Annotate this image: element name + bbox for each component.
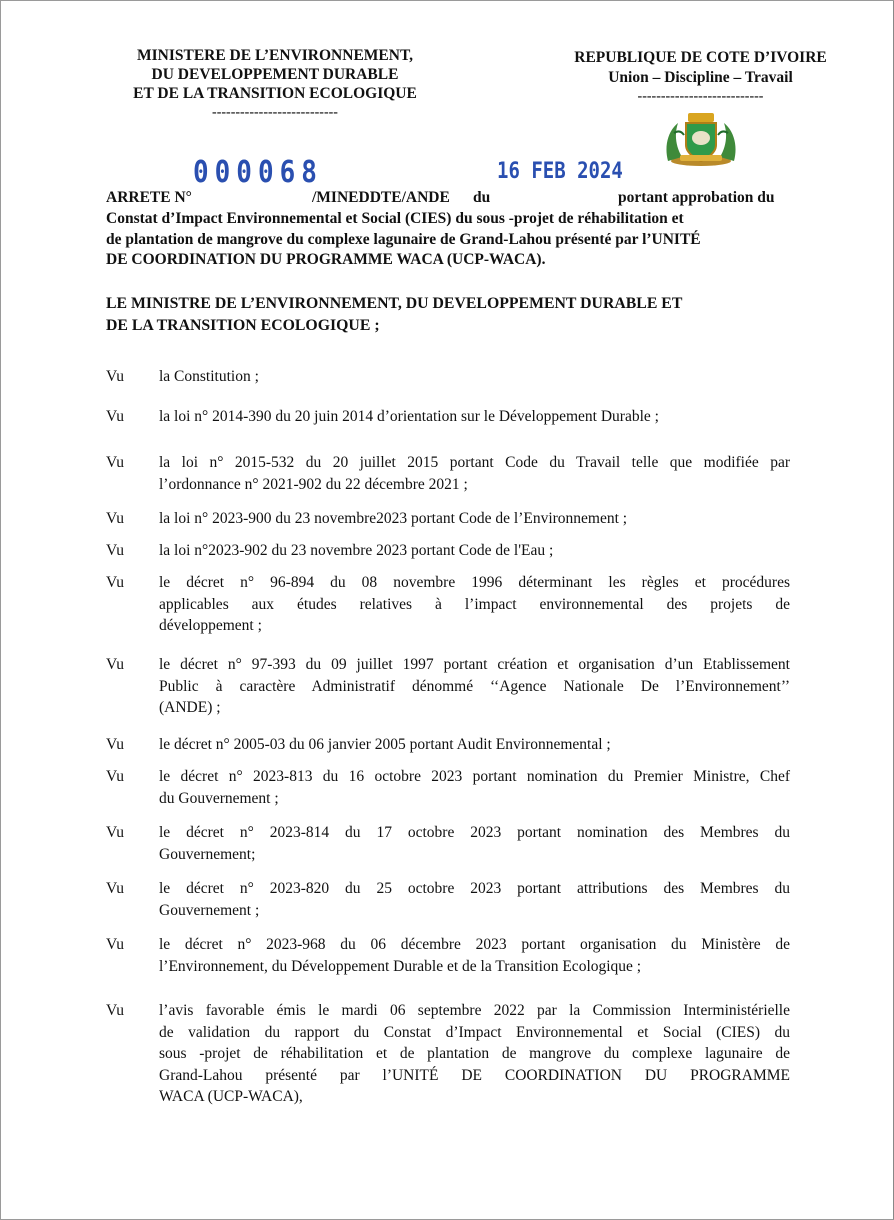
- vu-label: Vu: [106, 408, 125, 425]
- date-stamp: 16 FEB 2024: [497, 158, 623, 184]
- visa-text: [159, 406, 790, 428]
- visa-line: la loi n° 2015-532 du 20 juillet 2015 portant Code du Travail telle que modifiée par: [159, 454, 790, 471]
- arrete-line: de plantation de mangrove du complexe lagunaire de Grand-Lahou présenté par l’UNITÉ: [106, 230, 701, 248]
- visa-line: le décret n° 2023-820 du 25 octobre 2023 portant attributions des Membres du: [159, 880, 790, 897]
- republic-header: [548, 48, 853, 104]
- visa-text: [159, 452, 790, 495]
- visa-line: l’avis favorable émis le mardi 06 septembre 2022 par la Commission Interministérielle: [159, 1002, 790, 1019]
- visa-line: la loi n° 2014-390 du 20 juin 2014 d’orientation sur le Développement Durable ;: [159, 408, 659, 425]
- visa-item: [106, 934, 790, 977]
- arrete-portant: portant approbation du: [618, 189, 775, 206]
- visa-item: [106, 822, 790, 865]
- vu-label: Vu: [106, 824, 125, 841]
- visa-line: le décret n° 2005-03 du 06 janvier 2005 portant Audit Environnemental ;: [159, 736, 611, 753]
- visa-text: [159, 822, 790, 865]
- vu-label: Vu: [106, 574, 125, 591]
- visa-item: [106, 572, 790, 637]
- visa-item: [106, 766, 790, 809]
- vu-label: Vu: [106, 542, 125, 559]
- visa-text: [159, 734, 790, 756]
- vu-label: Vu: [106, 1002, 125, 1019]
- visa-line: sous -projet de réhabilitation et de plantation de mangrove du complexe lagunaire de: [159, 1045, 790, 1062]
- visa-line: Gouvernement;: [159, 845, 256, 863]
- ministry-line: MINISTERE DE L’ENVIRONNEMENT,: [136, 47, 414, 64]
- visa-line: développement ;: [159, 617, 262, 634]
- visa-line: le décret n° 2023-814 du 17 octobre 2023 portant nomination des Membres du: [159, 824, 790, 841]
- visa-text: [159, 934, 790, 977]
- ministry-line: ET DE LA TRANSITION ECOLOGIQUE: [133, 85, 417, 102]
- visa-line: le décret n° 2023-968 du 06 décembre 2023 portant organisation du Ministère de: [159, 936, 790, 953]
- vu-label: Vu: [106, 936, 125, 953]
- visa-item: [106, 540, 790, 562]
- ministry-line: DU DEVELOPPEMENT DURABLE: [151, 66, 399, 83]
- republic-line: REPUBLIQUE DE COTE D’IVOIRE: [574, 49, 827, 66]
- visa-line: la Constitution ;: [159, 368, 259, 385]
- visa-item: [106, 654, 790, 719]
- visa-line: le décret n° 2023-813 du 16 octobre 2023 portant nomination du Premier Ministre, Chef: [159, 768, 790, 785]
- arrete-title: [106, 188, 786, 271]
- arrete-number-stamp: 000068: [193, 155, 323, 191]
- visa-line: WACA (UCP-WACA),: [159, 1088, 303, 1105]
- arrete-du: du: [473, 189, 491, 206]
- visa-line: la loi n°2023-902 du 23 novembre 2023 portant Code de l'Eau ;: [159, 542, 554, 559]
- visa-text: [159, 766, 790, 809]
- visa-line: le décret n° 96-894 du 08 novembre 1996 déterminant les règles et procédures: [159, 574, 790, 591]
- visa-line: Gouvernement ;: [159, 901, 260, 919]
- visa-item: [106, 366, 790, 388]
- visa-line: Grand-Lahou présenté par l’UNITÉ DE COORDINATION DU PROGRAMME: [159, 1066, 790, 1084]
- ministry-header: [100, 46, 450, 120]
- motto-line: Union – Discipline – Travail: [608, 69, 793, 86]
- visa-text: [159, 508, 790, 530]
- visa-line: (ANDE) ;: [159, 699, 221, 716]
- visa-text: [159, 878, 790, 921]
- visa-line: le décret n° 97-393 du 09 juillet 1997 portant création et organisation d’un Etablissement: [159, 656, 790, 673]
- visa-line: l’ordonnance n° 2021-902 du 22 décembre 2021 ;: [159, 475, 468, 493]
- visa-item: [106, 508, 790, 530]
- arrete-label: ARRETE N°: [106, 189, 192, 206]
- separator-dashes: ---------------------------: [637, 89, 764, 104]
- minister-line: DE LA TRANSITION ECOLOGIQUE ;: [106, 317, 380, 334]
- arrete-line: Constat d’Impact Environnemental et Social (CIES) du sous -projet de réhabilitation et: [106, 210, 684, 227]
- visa-item: [106, 878, 790, 921]
- visa-line: l’Environnement, du Développement Durable et de la Transition Ecologique ;: [159, 957, 642, 975]
- vu-label: Vu: [106, 768, 125, 785]
- visa-item: [106, 734, 790, 756]
- vu-label: Vu: [106, 510, 125, 527]
- visa-item: [106, 1000, 790, 1108]
- visa-text: [159, 654, 790, 719]
- arrete-reference: /MINEDDTE/ANDE: [312, 189, 450, 206]
- vu-label: Vu: [106, 368, 125, 385]
- visa-line: la loi n° 2023-900 du 23 novembre2023 portant Code de l’Environnement ;: [159, 510, 628, 527]
- arrete-line: DE COORDINATION DU PROGRAMME WACA (UCP-WACA).: [106, 251, 546, 268]
- separator-dashes: ---------------------------: [212, 105, 338, 120]
- vu-label: Vu: [106, 454, 125, 471]
- visa-text: [159, 572, 790, 637]
- visa-item: [106, 452, 790, 495]
- vu-label: Vu: [106, 880, 125, 897]
- visa-text: [159, 540, 790, 562]
- visa-line: Public à caractère Administratif dénommé ‘‘Agence Nationale De l’Environnement’’: [159, 677, 790, 695]
- vu-label: Vu: [106, 736, 125, 753]
- visa-line: du Gouvernement ;: [159, 789, 279, 807]
- minister-line: LE MINISTRE DE L’ENVIRONNEMENT, DU DEVELOPPEMENT DURABLE ET: [106, 295, 683, 312]
- visa-line: de validation du rapport du Constat d’Impact Environnemental et Social (CIES) du: [159, 1023, 790, 1041]
- cote-divoire-coat-of-arms-icon: [660, 111, 742, 174]
- visa-text: [159, 366, 790, 388]
- visa-line: applicables aux études relatives à l’impact environnemental des projets de: [159, 595, 790, 613]
- minister-heading: [106, 293, 786, 337]
- visa-text: [159, 1000, 790, 1108]
- visa-item: [106, 406, 790, 428]
- vu-label: Vu: [106, 656, 125, 673]
